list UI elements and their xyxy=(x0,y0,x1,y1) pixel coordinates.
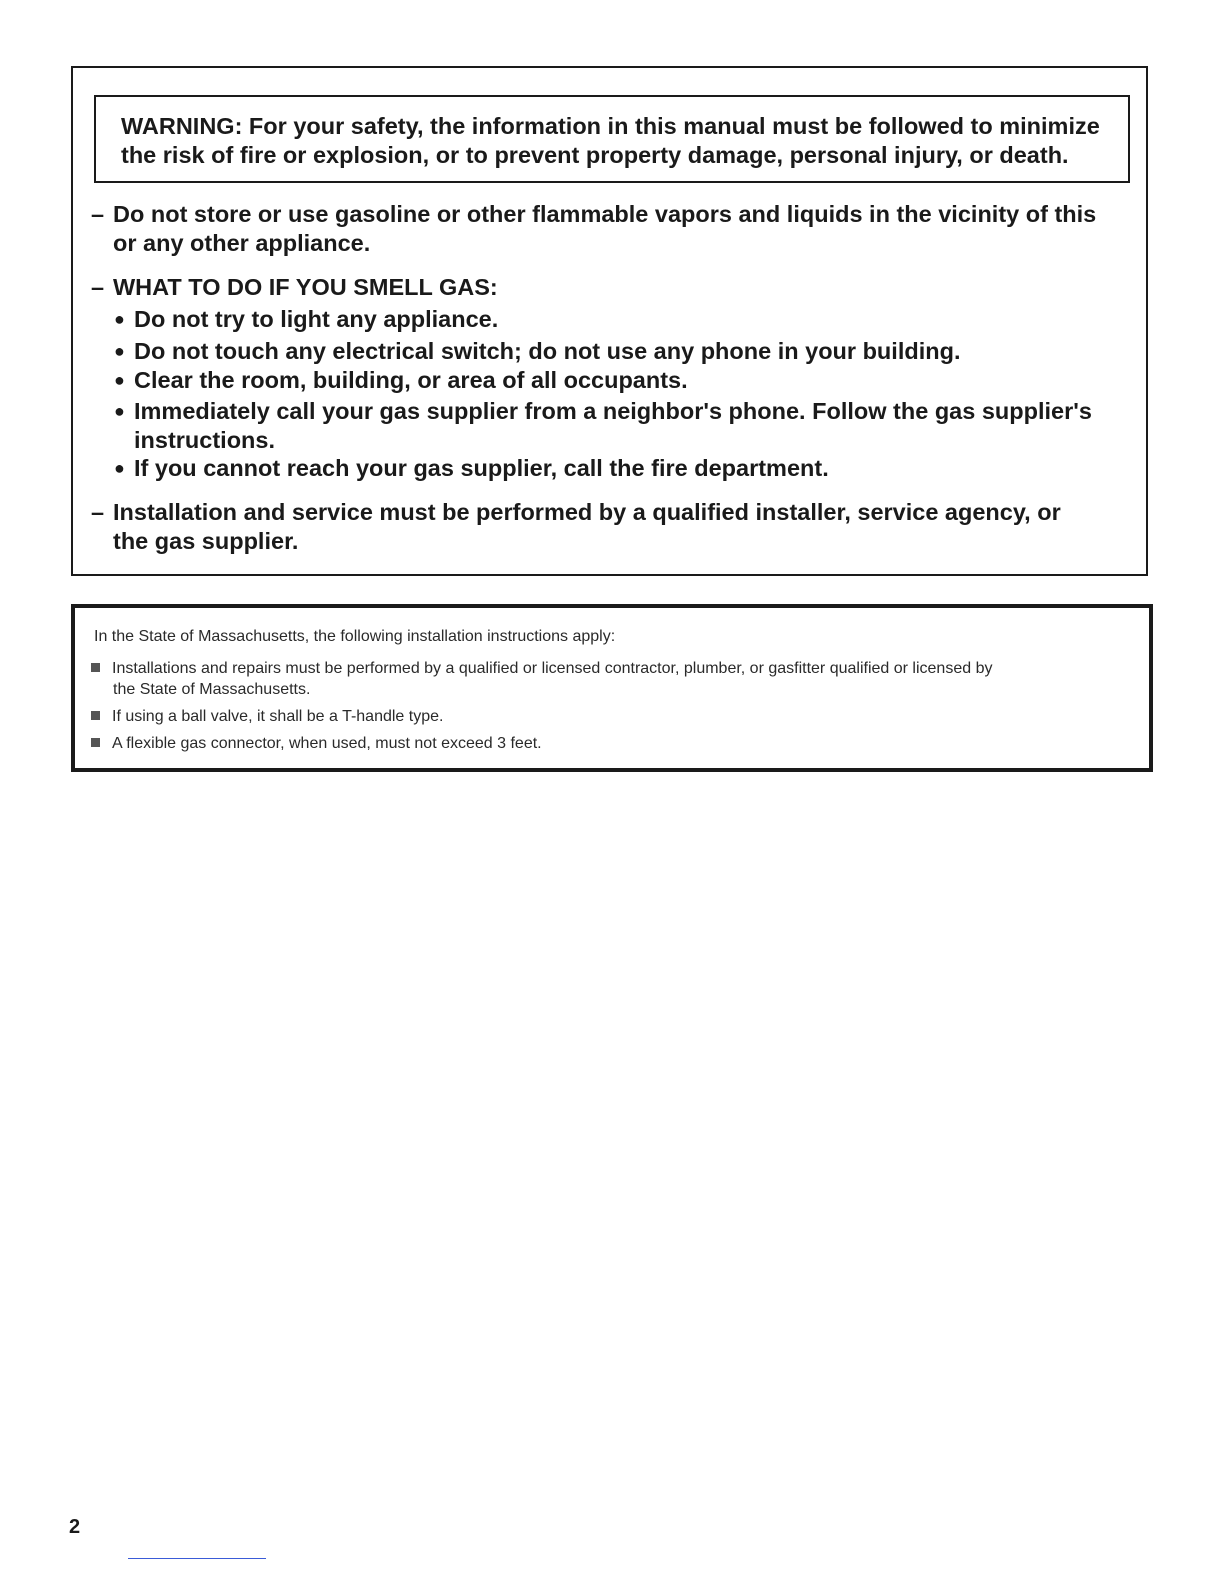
warning-line-2: the risk of fire or explosion, or to prevent property damage, personal injury, or death. xyxy=(121,142,1069,168)
smell-gas-heading-text: WHAT TO DO IF YOU SMELL GAS: xyxy=(113,274,498,300)
gas-bullet-item xyxy=(114,397,1092,455)
square-bullet-icon xyxy=(91,711,100,720)
gas-bullet-item xyxy=(114,366,688,395)
dash-marker: – xyxy=(91,499,105,525)
bullet-icon: ● xyxy=(114,341,125,361)
massachusetts-item-text: If using a ball valve, it shall be a T-handle type. xyxy=(112,708,444,725)
gas-bullet-text-continued: instructions. xyxy=(134,427,276,453)
bullet-icon: ● xyxy=(114,309,125,329)
installation-service-item xyxy=(91,498,1061,556)
bullet-icon: ● xyxy=(114,458,125,478)
massachusetts-item xyxy=(91,706,443,727)
bullet-icon: ● xyxy=(114,370,125,390)
gas-bullet-text: Do not touch any electrical switch; do not use any phone in your building. xyxy=(134,338,961,364)
store-flammables-item xyxy=(91,200,1096,258)
massachusetts-box xyxy=(71,604,1153,772)
gas-bullet-text: Do not try to light any appliance. xyxy=(134,306,499,332)
gas-bullet-item xyxy=(114,305,498,334)
installation-line-2: the gas supplier. xyxy=(113,528,299,554)
square-bullet-icon xyxy=(91,663,100,672)
massachusetts-item xyxy=(91,733,542,754)
gas-bullet-text: If you cannot reach your gas supplier, call the fire department. xyxy=(134,455,829,481)
massachusetts-item-text: A flexible gas connector, when used, must not exceed 3 feet. xyxy=(112,735,542,752)
massachusetts-item-text-continued: the State of Massachusetts. xyxy=(113,681,311,698)
massachusetts-item-text: Installations and repairs must be performed by a qualified or licensed contractor, plumber, or gasfitter qualified or licensed by xyxy=(112,660,993,677)
safety-warning-box xyxy=(71,66,1148,576)
massachusetts-intro: In the State of Massachusetts, the following installation instructions apply: xyxy=(94,628,616,645)
smell-gas-heading xyxy=(91,273,498,302)
gas-bullet-text: Clear the room, building, or area of all occupants. xyxy=(134,367,688,393)
store-line-1: Do not store or use gasoline or other flammable vapors and liquids in the vicinity of this xyxy=(113,201,1097,227)
massachusetts-item xyxy=(91,658,992,700)
store-line-2: or any other appliance. xyxy=(113,230,371,256)
warning-header xyxy=(94,95,1130,183)
warning-line-1: WARNING: For your safety, the information in this manual must be followed to minimize xyxy=(121,113,1100,139)
dash-marker: – xyxy=(91,274,105,300)
page-number: 2 xyxy=(69,1516,81,1538)
footer-rule xyxy=(128,1558,266,1559)
installation-line-1: Installation and service must be performed by a qualified installer, service agency, or xyxy=(113,499,1061,525)
gas-bullet-item xyxy=(114,337,960,366)
bullet-icon: ● xyxy=(114,401,125,421)
gas-bullet-text: Immediately call your gas supplier from a neighbor's phone. Follow the gas supplier's xyxy=(134,398,1092,424)
square-bullet-icon xyxy=(91,738,100,747)
gas-bullet-item xyxy=(114,454,829,483)
dash-marker: – xyxy=(91,201,105,227)
